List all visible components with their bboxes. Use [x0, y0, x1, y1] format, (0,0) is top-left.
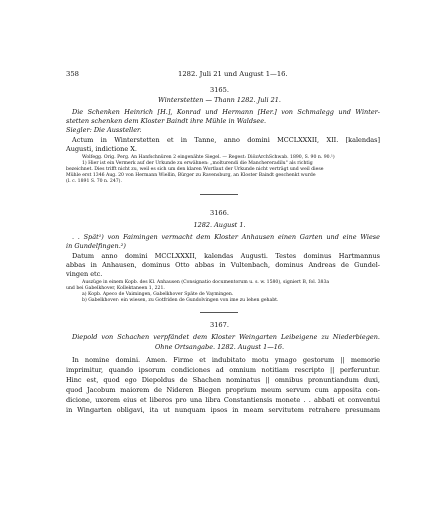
sealers-3165: Siegler: Die Aussteller.: [66, 126, 142, 134]
regest-3166-line-1: . . Spät¹) von Faimingen vermacht dem Kloster Anhausen einen Garten und eine Wiese: [72, 233, 380, 241]
regest-3167-line-1: Diepold von Schachen verpfändet dem Kloster Weingarten Leibeigene zu Niederbiegen.: [72, 333, 380, 341]
text-3167-line-6: in Wingarten obligavi, ita ut nunquam ipsos in meam servitutem retrahere presumam: [66, 406, 380, 414]
text-3167-line-3: Hinc est, quod ego Diepoldus de Shachen nominatus || omnibus pronuntiandum duxi,: [66, 376, 380, 384]
note-3166-line-3: a) Kopb. Apeco de Vaimingen, Gabelkhover Späte de Vaymingen.: [82, 292, 234, 297]
note-3166-line-1: Auszüge in einem Kopb. des Kl. Anhausen (Consignatio documentorum u. s. w. 1580), signiert B, fol. 383a: [82, 280, 330, 285]
note-3165-line-1: Wolfegg. Orig. Perg. An Hanfschnüren 2 eingenähte Siegel. — Regest: DiözArchSchwab. 1890, S. 90 n. 90.¹): [82, 155, 335, 160]
dateline-3165: Winterstetten — Thann 1282. Juli 21.: [158, 96, 281, 104]
note-3165-line-5: (l. c. 1891 S. 70 n. 247).: [66, 179, 122, 184]
running-title: 1282. Juli 21 und August 1—16.: [178, 70, 288, 78]
document-number-3165: 3165.: [210, 86, 229, 94]
page-number: 358: [66, 70, 79, 78]
text-3166-line-3: vingen etc.: [66, 270, 103, 278]
text-3167-line-1: In nomine domini. Amen. Firme et indubitato motu ymago gestorum || memorie: [72, 356, 380, 364]
dateline-3167: Ohne Ortsangabe. 1282. August 1—16.: [154, 343, 285, 351]
regest-3166-line-2: in Gundelfingen.²): [66, 242, 126, 250]
note-3166-line-4: b) Gabelkhover: ein wiesen, zu Gotfriden de Gundolvingen von ime zu lehen gehabt.: [82, 298, 279, 303]
text-3167-line-4: quod Jacobum maiorem de Nideren Biegen proprium meum servum cum apposita con-: [66, 386, 380, 394]
text-3166-line-1: Datum anno domini MCCLXXXII, kalendas Augusti. Testes dominus Hartmannus: [72, 252, 380, 260]
regest-3165-line-2: stetten schenken dem Kloster Baindt ihre Mühle in Waldsee.: [66, 117, 267, 125]
text-3167-line-5: dicione, uxorem eius et liberos pro una libra Constantiensis monete . . abbati et conventui: [66, 396, 380, 404]
note-3165-line-2: 1) Hier ist ein Vermerk auf der Urkunde zu erwähnen: „molturendi die Manchereradilu" als richtig: [82, 161, 313, 166]
section-divider: [200, 312, 238, 313]
text-3165-line-2: Augusti, indictione X.: [66, 145, 137, 153]
text-3166-line-2: abbas in Anhausen, dominus Otto abbas in Vultenbach, dominus Andreas de Gundel-: [66, 261, 380, 269]
text-3165-line-1: Actum in Winterstetten et in Tanne, anno domini MCCLXXXII, XII. [kalendas]: [72, 136, 380, 144]
note-3166-line-2: und bei Gabelkhover, Kollektaneen 1, 221.: [66, 286, 165, 291]
document-number-3166: 3166.: [210, 209, 229, 217]
regest-3165-line-1: Die Schenken Heinrich [H.], Konrad und Hermann [Her.] von Schmalegg und Winter-: [72, 108, 380, 116]
dateline-3166: 1282. August 1.: [193, 221, 246, 229]
text-3167-line-2: imprimitur, quando ipsorum condiciones ad omnium notitiam rescripto || perferuntur.: [66, 366, 380, 374]
note-3165-line-4: Mühle erst 1346 Aug. 20 von Hermann Wiellin, Bürger zu Ravensburg, an Kloster Baindt geschenkt wurde: [66, 173, 316, 178]
section-divider: [200, 194, 238, 195]
note-3165-line-3: bezeichnet. Dies trifft nicht zu, weil es sich um den klaren Wortlaut der Urkunde nicht verträgt und weil diese: [66, 167, 324, 172]
document-number-3167: 3167.: [210, 321, 229, 329]
